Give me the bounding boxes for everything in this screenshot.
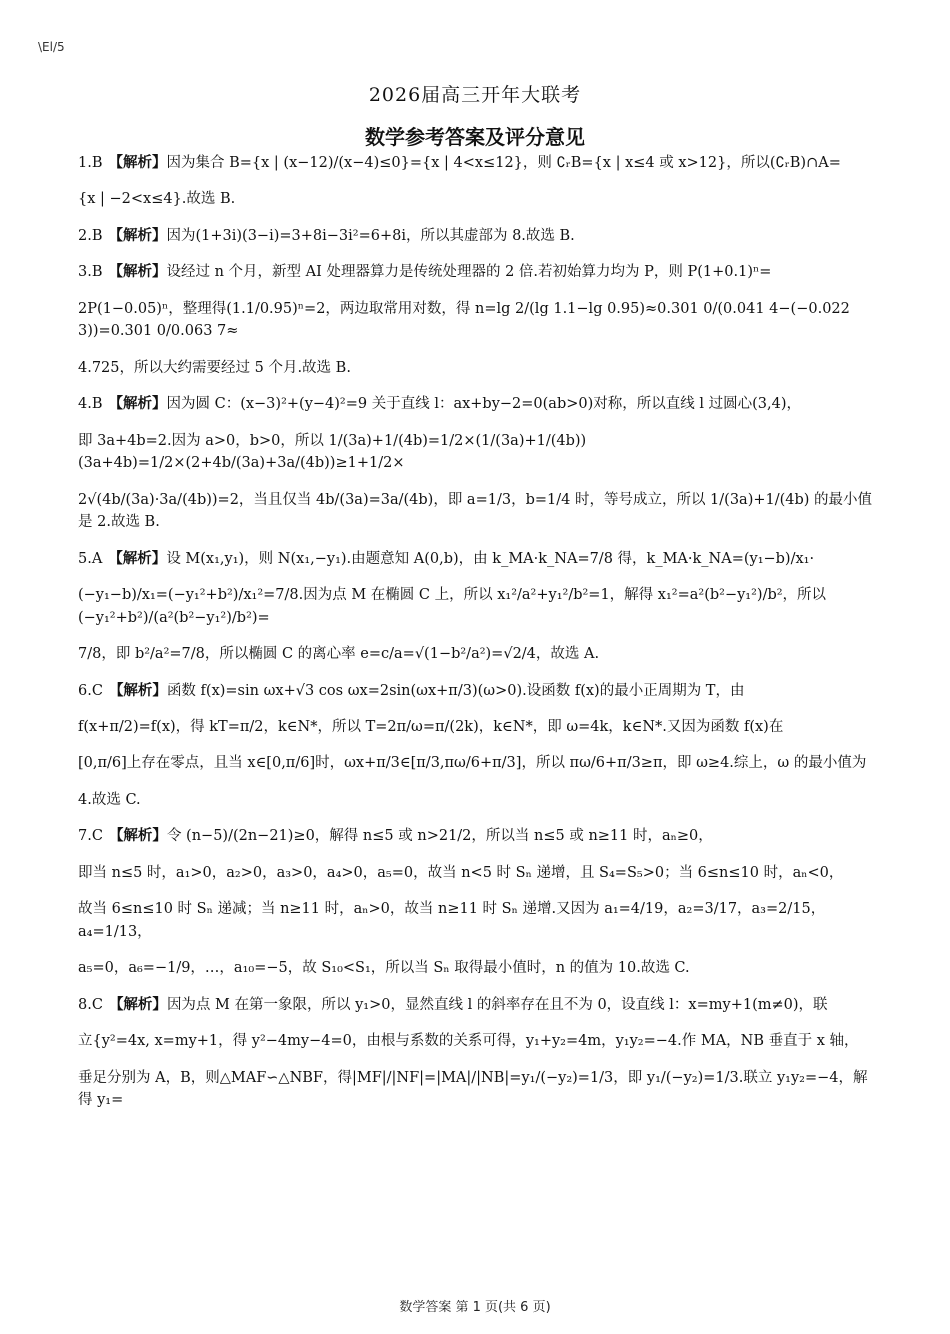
solution-line: 设经过 n 个月，新型 AI 处理器算力是传统处理器的 2 倍.若初始算力均为 P，则 P(1+0.1)ⁿ=	[166, 264, 772, 281]
solution-line: 因为集合 B={x | (x−12)/(x−4)≤0}={x | 4<x≤12}，则 ∁ᵣB={x | x≤4 或 x>12}，所以(∁ᵣB)∩A=	[166, 155, 841, 171]
solution-line: (−y₁−b)/x₁=(−y₁²+b²)/x₁²=7/8.因为点 M 在椭圆 C 上，所以 x₁²/a²+y₁²/b²=1，解得 x₁²=a²(b²−y₁²)/b²，所以 (−y₁²+b²)/(a²(b²−y₁²)/b²)=	[78, 587, 827, 626]
analysis-tag: 【解析】	[108, 396, 167, 413]
question-1	[78, 152, 874, 211]
solution-line: a₅=0，a₆=−1/9，…，a₁₀=−5，故 S₁₀<S₁，所以当 Sₙ 取得最小值时，n 的值为 10.故选 C.	[78, 960, 690, 977]
exam-title: 2026届高三开年大联考	[368, 84, 582, 106]
solution-line: 故当 6≤n≤10 时 Sₙ 递减；当 n≥11 时，aₙ>0，故当 n≥11 时 Sₙ 递增.又因为 a₁=4/19，a₂=3/17，a₃=2/15，a₄=1/13，	[78, 901, 826, 940]
solution-line: 7/8，即 b²/a²=7/8，所以椭圆 C 的离心率 e=c/a=√(1−b²/a²)=√2/4，故选 A.	[78, 646, 600, 663]
solution-line: 设 M(x₁,y₁)，则 N(x₁,−y₁).由题意知 A(0,b)，由 k_MA·k_NA=7/8 得，k_MA·k_NA=(y₁−b)/x₁·	[166, 550, 815, 567]
answer-number: 3.B	[78, 264, 103, 281]
solution-line: 即当 n≤5 时，a₁>0，a₂>0，a₃>0，a₄>0，a₅=0，故当 n<5 时 Sₙ 递增，且 S₄=S₅>0；当 6≤n≤10 时，aₙ<0，	[78, 864, 844, 881]
answer-number: 1.B	[78, 155, 103, 171]
answer-number: 4.B	[78, 396, 103, 413]
solution-line: 因为(1+3i)(3−i)=3+8i−3i²=6+8i，所以其虚部为 8.故选 B.	[166, 227, 575, 244]
solution-line: 立{y²=4x, x=my+1，得 y²−4my−4=0，由根与系数的关系可得，y₁+y₂=4m，y₁y₂=−4.作 MA，NB 垂直于 x 轴，	[78, 1033, 859, 1050]
solution-line: [0,π/6]上存在零点，且当 x∈[0,π/6]时，ωx+π/3∈[π/3,πω/6+π/3]，所以 πω/6+π/3≥π，即 ω≥4.综上，ω 的最小值为	[78, 755, 867, 772]
solution-line: {x | −2<x≤4}.故选 B.	[78, 191, 236, 208]
solution-line: 2P(1−0.05)ⁿ，整理得(1.1/0.95)ⁿ=2，两边取常用对数，得 n=lg 2/(lg 1.1−lg 0.95)≈0.301 0/(0.041 4−(−0.022 3))=0.301 0/0.063 7≈	[78, 300, 850, 340]
analysis-tag: 【解析】	[108, 155, 167, 171]
solution-line: f(x+π/2)=f(x)，得 kT=π/2，k∈N*，所以 T=2π/ω=π/(2k)，k∈N*，即 ω=4k，k∈N*.又因为函数 f(x)在	[78, 718, 784, 735]
question-7	[78, 825, 874, 979]
question-2	[78, 225, 874, 247]
question-5	[78, 548, 874, 666]
solution-line: 垂足分别为 A，B，则△MAF∽△NBF，得|MF|/|NF|=|MA|/|NB|=y₁/(−y₂)=1/3，即 y₁/(−y₂)=1/3.联立 y₁y₂=−4，解得 y₁=	[78, 1069, 868, 1109]
analysis-tag: 【解析】	[108, 828, 167, 845]
corner-mark: \El/5	[38, 40, 65, 54]
analysis-tag: 【解析】	[108, 264, 167, 281]
analysis-tag: 【解析】	[108, 682, 167, 699]
solution-line: 2√(4b/(3a)·3a/(4b))=2，当且仅当 4b/(3a)=3a/(4b)，即 a=1/3，b=1/4 时，等号成立，所以 1/(3a)+1/(4b) 的最小值是 2.故选 B.	[78, 491, 873, 531]
solution-line: 即 3a+4b=2.因为 a>0，b>0，所以 1/(3a)+1/(4b)=1/2×(1/(3a)+1/(4b))(3a+4b)=1/2×(2+4b/(3a)+3a/(4b))≥1+1/2×	[78, 432, 587, 472]
header	[0, 80, 950, 150]
question-8	[78, 994, 874, 1112]
question-6	[78, 680, 874, 812]
answer-number: 7.C	[78, 828, 103, 845]
solution-line: 因为点 M 在第一象限，所以 y₁>0，显然直线 l 的斜率存在且不为 0，设直线 l：x=my+1(m≠0)，联	[166, 996, 828, 1013]
solution-line: 4.725，所以大约需要经过 5 个月.故选 B.	[78, 359, 351, 376]
analysis-tag: 【解析】	[108, 227, 167, 244]
solution-line: 因为圆 C：(x−3)²+(y−4)²=9 关于直线 l：ax+by−2=0(ab>0)对称，所以直线 l 过圆心(3,4)，	[166, 396, 801, 413]
question-4	[78, 393, 874, 533]
answer-number: 5.A	[78, 550, 103, 567]
page-footer: 数学答案 第 1 页(共 6 页)	[399, 1300, 551, 1315]
answer-number: 2.B	[78, 227, 103, 244]
document-title: 数学参考答案及评分意见	[365, 125, 585, 149]
question-3	[78, 261, 874, 379]
answer-content	[78, 152, 874, 1126]
solution-line: 函数 f(x)=sin ωx+√3 cos ωx=2sin(ωx+π/3)(ω>0).设函数 f(x)的最小正周期为 T，由	[166, 682, 745, 699]
analysis-tag: 【解析】	[108, 996, 167, 1013]
analysis-tag: 【解析】	[108, 550, 167, 567]
solution-line: 令 (n−5)/(2n−21)≥0，解得 n≤5 或 n>21/2，所以当 n≤5 或 n≥11 时，aₙ≥0，	[166, 828, 713, 845]
solution-line: 4.故选 C.	[78, 791, 141, 808]
answer-number: 8.C	[78, 996, 103, 1013]
answer-number: 6.C	[78, 682, 103, 699]
